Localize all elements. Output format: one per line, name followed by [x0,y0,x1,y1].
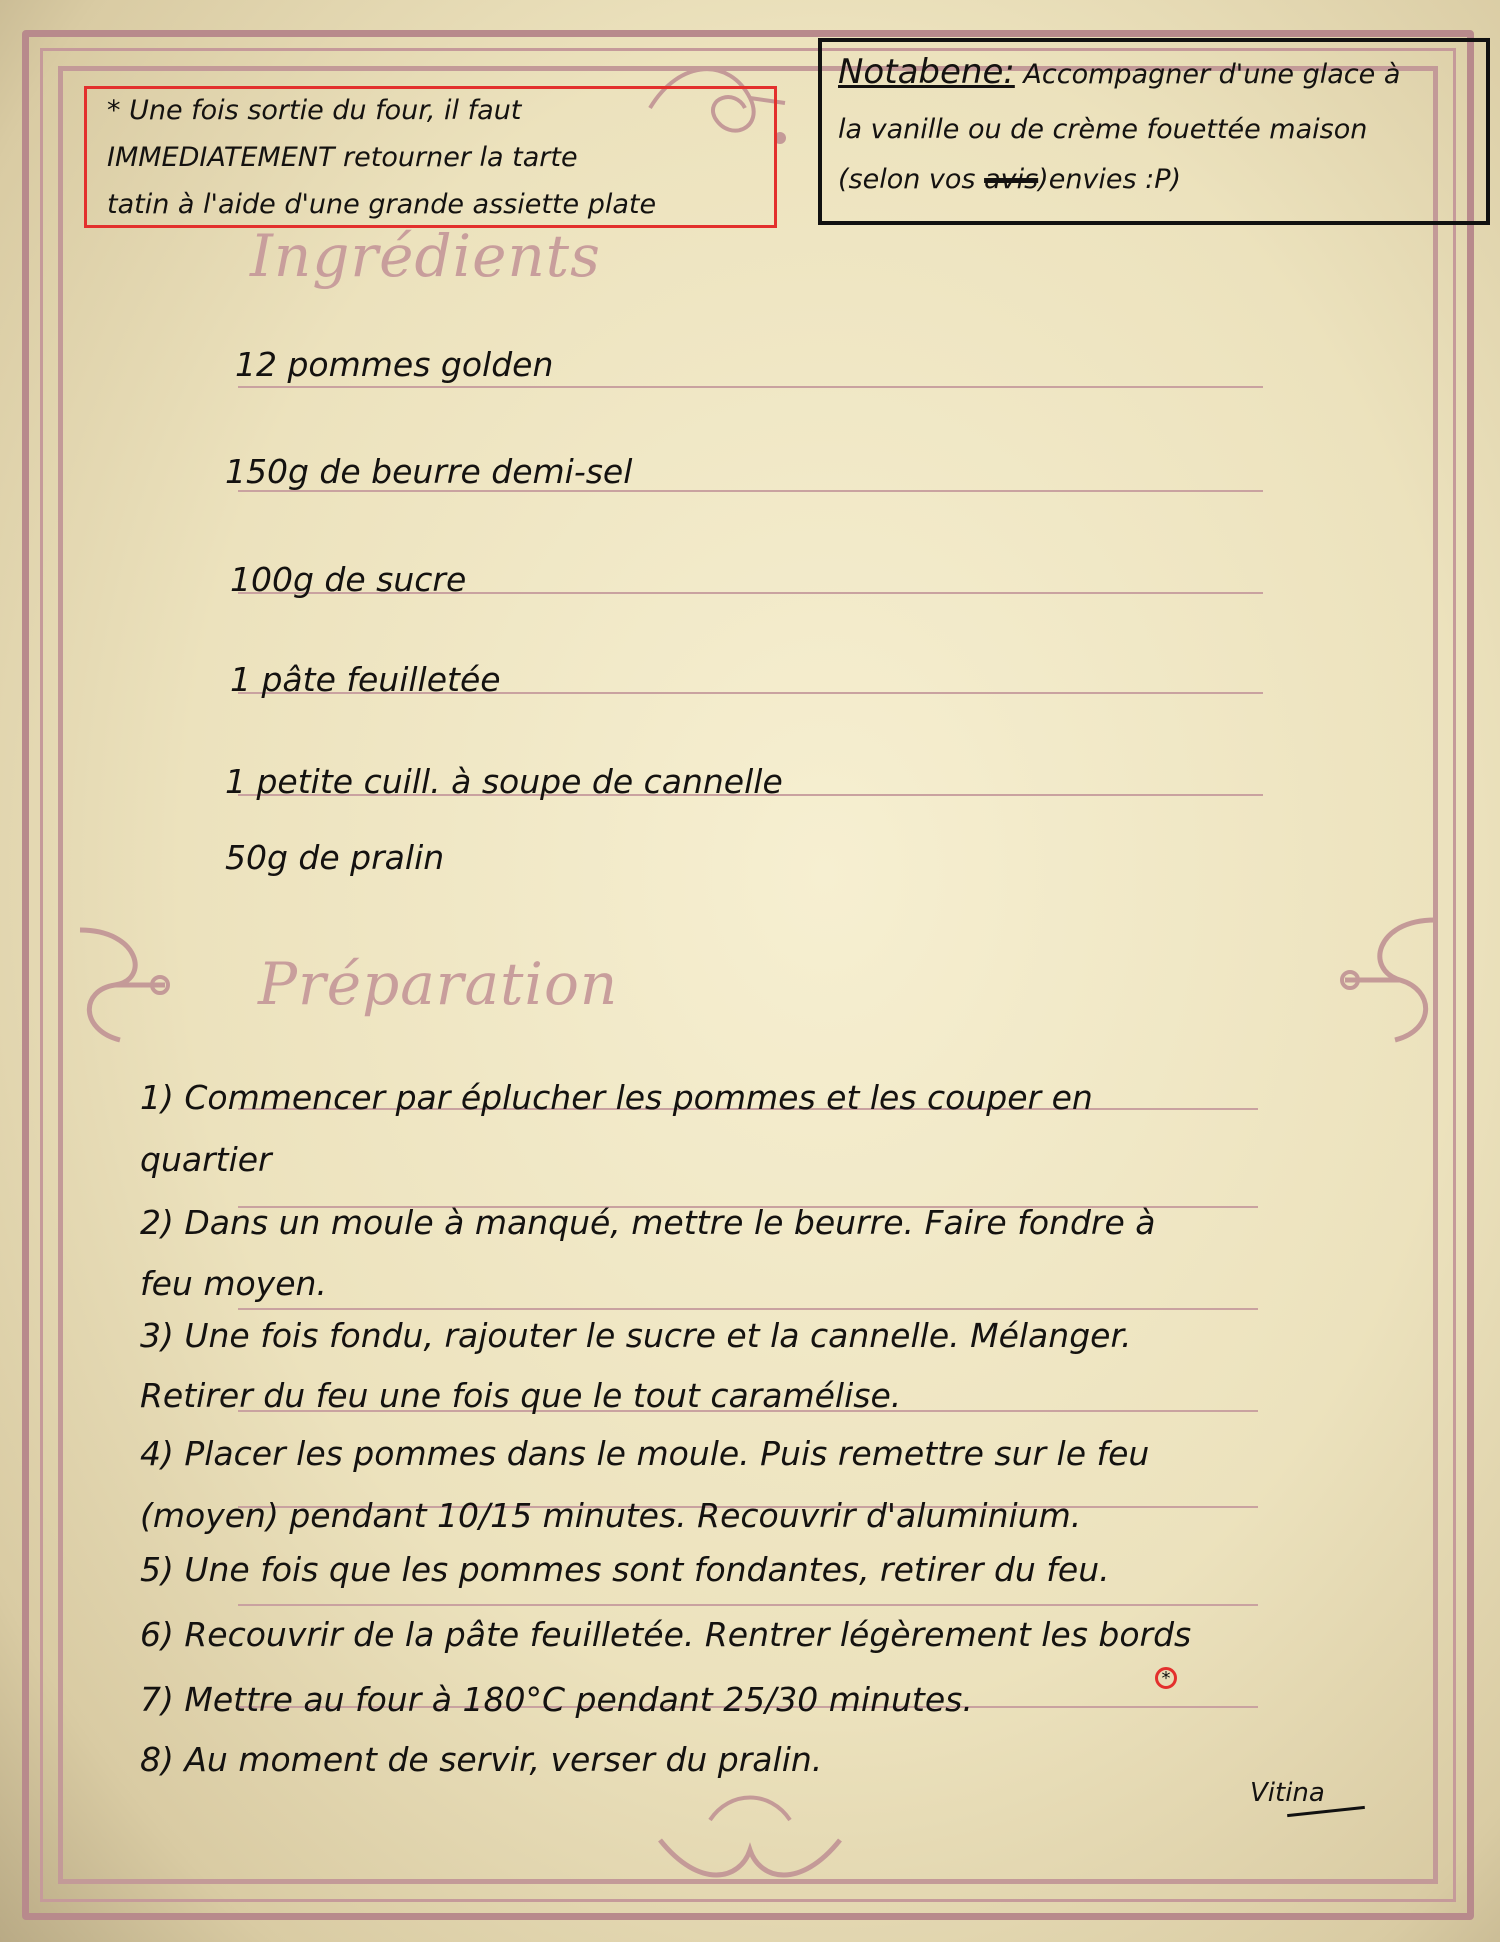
preparation-title: Préparation [258,950,619,1018]
asterisk-marker: * [1155,1667,1177,1689]
preparation-line: Retirer du feu une fois que le tout caramélise. [140,1376,902,1415]
ingredients-title: Ingrédients [250,222,601,290]
notabene-first-line [838,52,1400,92]
signature: Vitina [1250,1778,1325,1808]
preparation-line: (moyen) pendant 10/15 minutes. Recouvrir d'aluminium. [140,1496,1082,1535]
preparation-line: quartier [140,1140,272,1179]
oven-warning-line-2: IMMEDIATEMENT retourner la tarte [107,142,578,173]
right-side-flourish-icon [1335,900,1455,1060]
notabene-line-3-end: )envies :P) [1038,164,1182,195]
preparation-line: 1) Commencer par éplucher les pommes et les couper en [140,1078,1093,1117]
ingredient-item: 150g de beurre demi-sel [225,452,633,491]
notabene-line-2: la vanille ou de crème fouettée maison [838,114,1368,145]
notabene-struck-word: avis [984,164,1039,195]
notabene-line-3-start: (selon vos [838,164,985,195]
bottom-flourish-icon [650,1790,850,1900]
preparation-line: 2) Dans un moule à manqué, mettre le beurre. Faire fondre à [140,1203,1156,1242]
ingredient-item: 1 petite cuill. à soupe de cannelle [225,762,783,801]
preparation-rule [238,1308,1258,1310]
oven-warning-line-3: tatin à l'aide d'une grande assiette plate [107,189,657,220]
preparation-line: 4) Placer les pommes dans le moule. Puis remettre sur le feu [140,1434,1150,1473]
notabene-line-1: Accompagner d'une glace à [1023,59,1401,90]
ingredient-item: 1 pâte feuilletée [230,660,501,699]
preparation-line: 6) Recouvrir de la pâte feuilletée. Rentrer légèrement les bords [140,1615,1192,1654]
preparation-line: feu moyen. [140,1264,327,1303]
preparation-line: 5) Une fois que les pommes sont fondantes, retirer du feu. [140,1550,1110,1589]
preparation-rule [238,1604,1258,1606]
notabene-label: Notabene: [838,52,1015,92]
oven-warning-line-1: * Une fois sortie du four, il faut [107,95,522,126]
left-side-flourish-icon [60,910,170,1060]
ingredient-item: 50g de pralin [225,838,445,877]
notabene-line-3 [838,164,1181,195]
ingredient-item: 12 pommes golden [235,345,554,384]
preparation-line: 7) Mettre au four à 180°C pendant 25/30 minutes. [140,1680,973,1719]
ingredient-rule [238,386,1263,388]
preparation-line: 8) Au moment de servir, verser du pralin. [140,1740,823,1779]
ingredient-item: 100g de sucre [230,560,467,599]
oven-warning-note [84,86,777,228]
preparation-line: 3) Une fois fondu, rajouter le sucre et la cannelle. Mélanger. [140,1316,1132,1355]
notabene-note [818,38,1490,225]
